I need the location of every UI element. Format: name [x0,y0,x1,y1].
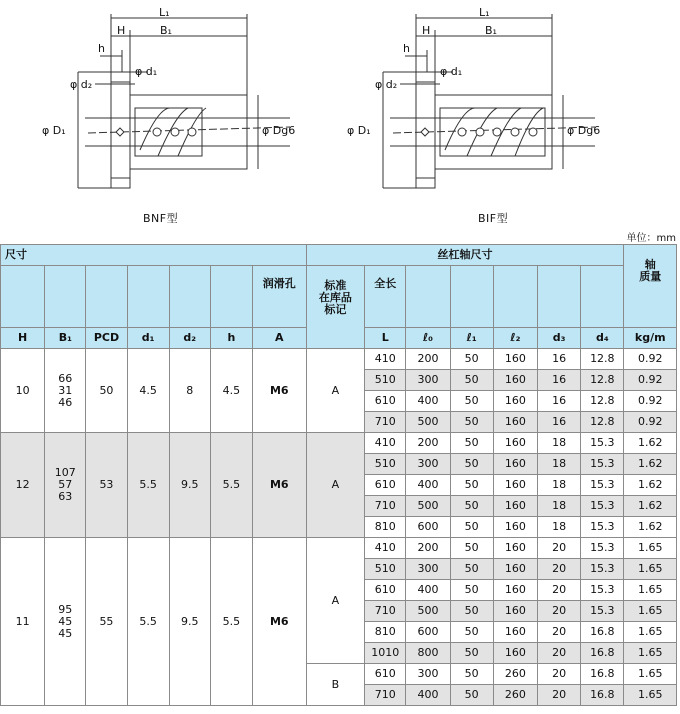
cell-H: 10 [1,349,45,433]
cell-value: 0.92 [624,349,677,370]
dim-d1: φ d₁ [135,65,158,78]
dim-d1: φ d₁ [440,65,463,78]
dim-D1: φ D₁ [347,124,371,137]
cell-d1: 5.5 [127,433,169,538]
cell-value: 200 [406,349,450,370]
cell-value: 50 [450,412,493,433]
cell-value: 200 [406,433,450,454]
cell-value: 16.8 [581,664,624,685]
cell-value: 18 [538,496,581,517]
cell-value: 400 [406,685,450,706]
cell-value: 0.92 [624,391,677,412]
cell-H: 12 [1,433,45,538]
cell-value: 12.8 [581,370,624,391]
cell-value: 400 [406,580,450,601]
cell-value: 600 [406,517,450,538]
cell-value: 20 [538,622,581,643]
table-row [1,538,677,559]
cell-value: 15.3 [581,517,624,538]
col-A: A [253,328,307,349]
cell-d2: 8 [169,349,210,433]
cell-value: 1.62 [624,496,677,517]
cell-value: 510 [365,454,406,475]
cell-value: 410 [365,433,406,454]
dim-Dg6: φ Dg6 [262,124,296,137]
spec-table [0,244,677,706]
bnf-drawing [40,0,340,235]
cell-value: 510 [365,370,406,391]
cell-value: 1.65 [624,559,677,580]
cell-value: 1.65 [624,664,677,685]
dim-D1: φ D₁ [42,124,66,137]
cell-value: 200 [406,538,450,559]
cell-value: 15.3 [581,496,624,517]
cell-value: 1.62 [624,517,677,538]
cell-value: 160 [493,517,537,538]
cell-value: 1.62 [624,433,677,454]
cell-value: 50 [450,517,493,538]
cell-value: 15.3 [581,454,624,475]
dim-d2: φ d₂ [375,78,398,91]
cell-value: 160 [493,559,537,580]
cell-value: 16.8 [581,622,624,643]
cell-value: 50 [450,370,493,391]
dim-h: h [98,42,105,55]
cell-value: 160 [493,412,537,433]
dim-B1: B₁ [160,24,172,37]
dim-L1: L₁ [479,6,490,19]
cell-value: 50 [450,601,493,622]
cell-d2: 9.5 [169,433,210,538]
cell-value: 20 [538,685,581,706]
cell-value: 400 [406,475,450,496]
col-l2: ℓ₂ [493,328,537,349]
table-row [1,433,677,454]
cell-value: 300 [406,664,450,685]
header-total-len: 全长 [365,266,406,328]
col-PCD: PCD [86,328,127,349]
cell-value: 410 [365,349,406,370]
cell-PCD: 55 [86,538,127,706]
header-screw: 丝杠轴尺寸 [306,245,624,266]
cell-value: 16 [538,349,581,370]
cell-B1: 107 57 63 [45,433,86,538]
cell-value: 160 [493,391,537,412]
cell-value: 50 [450,559,493,580]
cell-value: 16.8 [581,643,624,664]
cell-value: 15.3 [581,559,624,580]
cell-value: 20 [538,580,581,601]
cell-value: 610 [365,580,406,601]
header-size: 尺寸 [1,245,307,266]
cell-value: 300 [406,454,450,475]
dim-Dg6: φ Dg6 [567,124,601,137]
cell-value: 1.62 [624,454,677,475]
cell-d1: 5.5 [127,538,169,706]
cell-PCD: 50 [86,349,127,433]
cell-value: 1.65 [624,538,677,559]
cell-value: 50 [450,391,493,412]
cell-value: 800 [406,643,450,664]
cell-value: 12.8 [581,391,624,412]
col-L: L [365,328,406,349]
cell-value: 160 [493,580,537,601]
cell-value: 160 [493,496,537,517]
cell-value: 810 [365,622,406,643]
dim-B1: B₁ [485,24,497,37]
cell-h: 5.5 [210,433,252,538]
cell-value: 1010 [365,643,406,664]
cell-h: 5.5 [210,538,252,706]
col-H: H [1,328,45,349]
cell-value: 0.92 [624,412,677,433]
cell-value: 610 [365,475,406,496]
cell-value: 710 [365,601,406,622]
cell-H: 11 [1,538,45,706]
cell-value: 500 [406,601,450,622]
cell-value: 16 [538,391,581,412]
cell-value: 50 [450,538,493,559]
cell-value: 18 [538,517,581,538]
cell-value: 50 [450,496,493,517]
cell-value: 160 [493,349,537,370]
col-l0: ℓ₀ [406,328,450,349]
cell-value: 160 [493,370,537,391]
cell-value: 20 [538,601,581,622]
cell-value: 500 [406,412,450,433]
cell-value: 610 [365,391,406,412]
cell-value: 500 [406,496,450,517]
cell-value: 160 [493,643,537,664]
cell-value: 1.65 [624,601,677,622]
col-kgm: kg/m [624,328,677,349]
cell-value: 20 [538,664,581,685]
cell-value: 15.3 [581,601,624,622]
cell-value: 300 [406,370,450,391]
cell-value: 12.8 [581,349,624,370]
figure-bif [345,0,645,235]
col-d2: d₂ [169,328,210,349]
cell-value: 50 [450,580,493,601]
cell-value: 20 [538,559,581,580]
cell-value: 260 [493,664,537,685]
cell-value: 1.65 [624,622,677,643]
dim-H: H [117,24,126,37]
header-shaft-mass: 轴 质量 [624,245,677,328]
cell-value: 160 [493,454,537,475]
col-h: h [210,328,252,349]
cell-mark: A [306,538,365,664]
dim-d2: φ d₂ [70,78,93,91]
cell-mark: A [306,349,365,433]
col-d4: d₄ [581,328,624,349]
cell-PCD: 53 [86,433,127,538]
cell-value: 1.62 [624,475,677,496]
dim-h: h [403,42,410,55]
cell-value: 810 [365,517,406,538]
cell-value: 0.92 [624,370,677,391]
cell-value: 710 [365,496,406,517]
cell-B1: 66 31 46 [45,349,86,433]
cell-value: 15.3 [581,580,624,601]
header-standard: 标准 在库品 标记 [306,266,365,349]
cell-value: 20 [538,643,581,664]
cell-value: 12.8 [581,412,624,433]
cell-value: 510 [365,559,406,580]
cell-value: 50 [450,622,493,643]
cell-value: 50 [450,685,493,706]
cell-value: 18 [538,433,581,454]
cell-value: 15.3 [581,433,624,454]
col-d3: d₃ [538,328,581,349]
caption-bnf: BNF型 [143,212,179,225]
cell-value: 15.3 [581,538,624,559]
cell-d2: 9.5 [169,538,210,706]
cell-value: 16.8 [581,685,624,706]
table-row [1,349,677,370]
cell-value: 50 [450,475,493,496]
cell-A: M6 [253,538,307,706]
cell-value: 18 [538,475,581,496]
cell-value: 50 [450,664,493,685]
cell-h: 4.5 [210,349,252,433]
cell-value: 260 [493,685,537,706]
cell-value: 160 [493,538,537,559]
cell-value: 610 [365,664,406,685]
cell-value: 1.65 [624,685,677,706]
cell-value: 600 [406,622,450,643]
cell-value: 410 [365,538,406,559]
header-lube: 润滑孔 [253,266,307,328]
cell-value: 50 [450,454,493,475]
cell-value: 50 [450,643,493,664]
cell-A: M6 [253,433,307,538]
cell-value: 1.65 [624,643,677,664]
cell-value: 400 [406,391,450,412]
cell-value: 50 [450,433,493,454]
dim-L1: L₁ [159,6,170,19]
col-l1: ℓ₁ [450,328,493,349]
cell-B1: 95 45 45 [45,538,86,706]
cell-value: 20 [538,538,581,559]
cell-value: 710 [365,412,406,433]
cell-value: 18 [538,454,581,475]
cell-A: M6 [253,349,307,433]
cell-value: 50 [450,349,493,370]
unit-note: 单位：mm [626,233,676,244]
cell-mark: B [306,664,365,706]
cell-value: 16 [538,412,581,433]
col-B1: B₁ [45,328,86,349]
col-d1: d₁ [127,328,169,349]
dim-H: H [422,24,431,37]
cell-value: 160 [493,601,537,622]
cell-value: 300 [406,559,450,580]
cell-value: 160 [493,622,537,643]
cell-value: 1.65 [624,580,677,601]
cell-value: 710 [365,685,406,706]
cell-value: 15.3 [581,475,624,496]
cell-value: 160 [493,475,537,496]
figure-bnf [40,0,340,235]
caption-bif: BIF型 [478,212,509,225]
cell-d1: 4.5 [127,349,169,433]
cell-value: 16 [538,370,581,391]
cell-mark: A [306,433,365,538]
cell-value: 160 [493,433,537,454]
